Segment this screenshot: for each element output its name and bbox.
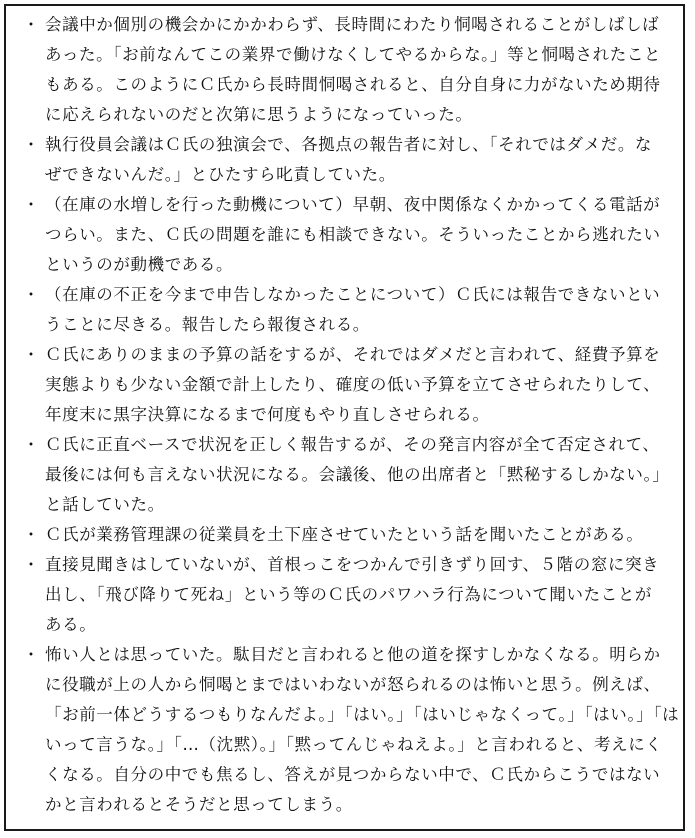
item-text-line: Ｃ氏が業務管理課の従業員を土下座させていたという話を聞いたことがある。 [45, 525, 644, 544]
item-text-line: あった。「お前なんてこの業界で働けなくしてやるからな。」等と恫喝されたこと [45, 45, 662, 64]
list-item [10, 190, 682, 280]
bullet-icon: ・ [23, 285, 40, 304]
bullet-icon: ・ [23, 15, 40, 34]
item-text-line: Ｃ氏にありのままの予算の話をするが、それではダメだと言われて、経費予算を [45, 345, 661, 364]
item-text-line: 実態よりも少ない金額で計上したり、確度の低い予算を立てさせられたりして、 [45, 375, 661, 394]
item-text-line: に応えられないのだと次第に思うようになっていった。 [45, 105, 473, 124]
item-text-line: に役職が上の人から恫喝とまではいわないが怒られるのは怖いと思う。例えば、 [45, 675, 661, 694]
list-item [10, 640, 682, 820]
item-text-line: 怖い人とは思っていた。駄目だと言われると他の道を探すしかなくなる。明らか [45, 645, 661, 664]
bullet-icon: ・ [23, 195, 40, 214]
bullet-icon: ・ [23, 345, 40, 364]
testimony-box [4, 4, 685, 831]
item-text-line: 最後には何も言えない状況になる。会議後、他の出席者と「黙秘するしかない。」 [45, 465, 670, 484]
list-item [10, 550, 682, 640]
bullet-icon: ・ [23, 555, 40, 574]
item-text-line: （在庫の水増しを行った動機について）早朝、夜中関係なくかかってくる電話が [45, 195, 661, 214]
bullet-icon: ・ [23, 435, 40, 454]
item-text-line: （在庫の不正を今まで申告しなかったことについて）Ｃ氏には報告できないとい [45, 285, 661, 304]
item-text-line: つらい。また、Ｃ氏の問題を誰にも相談できない。そういったことから逃れたい [45, 225, 661, 244]
item-text-line: ある。 [45, 615, 97, 634]
item-text-line: くなる。自分の中でも焦るし、答えが見つからない中で、Ｃ氏からこうではない [45, 765, 661, 784]
list-item [10, 10, 682, 130]
item-text-line: 直接見聞きはしていないが、首根っこをつかんで引きずり回す、５階の窓に突き [45, 555, 660, 574]
item-text-line: と話していた。 [45, 495, 165, 514]
item-text-line: 「お前一体どうするつもりなんだよ。」「はい。」「はいじゃなくって。」「はい。」「は [45, 705, 680, 724]
item-text-line: いって言うな。」「…（沈黙）。」「黙ってんじゃねえよ。」と言われると、考えにく [45, 735, 663, 754]
item-text-line: もある。このようにＣ氏から長時間恫喝されると、自分自身に力がないため期待 [45, 75, 661, 94]
bullet-icon: ・ [23, 135, 40, 154]
list-item [10, 280, 682, 340]
item-text-line: 出し、「飛び降りて死ね」という等のＣ氏のパワハラ行為について聞いたことが [45, 585, 653, 604]
list-item [10, 430, 682, 520]
item-text-line: ぜできないんだ。」とひたすら叱責していた。 [45, 165, 396, 184]
item-text-line: 年度末に黒字決算になるまで何度もやり直しさせられる。 [45, 405, 490, 424]
bullet-icon: ・ [23, 645, 40, 664]
item-text-line: うことに尽きる。報告したら報復される。 [45, 315, 370, 334]
list-item [10, 520, 682, 550]
item-text-line: Ｃ氏に正直ベースで状況を正しく報告するが、その発言内容が全て否定されて、 [45, 435, 660, 454]
list-item [10, 130, 682, 190]
item-text-line: 会議中か個別の機会かにかかわらず、長時間にわたり恫喝されることがしばしば [45, 15, 660, 34]
item-text-line: かと言われるとそうだと思ってしまう。 [45, 795, 353, 814]
item-text-line: というのが動機である。 [45, 255, 234, 274]
list-item [10, 340, 682, 430]
item-text-line: 執行役員会議はＣ氏の独演会で、各拠点の報告者に対し、「それではダメだ。な [45, 135, 653, 154]
bullet-icon: ・ [23, 525, 40, 544]
